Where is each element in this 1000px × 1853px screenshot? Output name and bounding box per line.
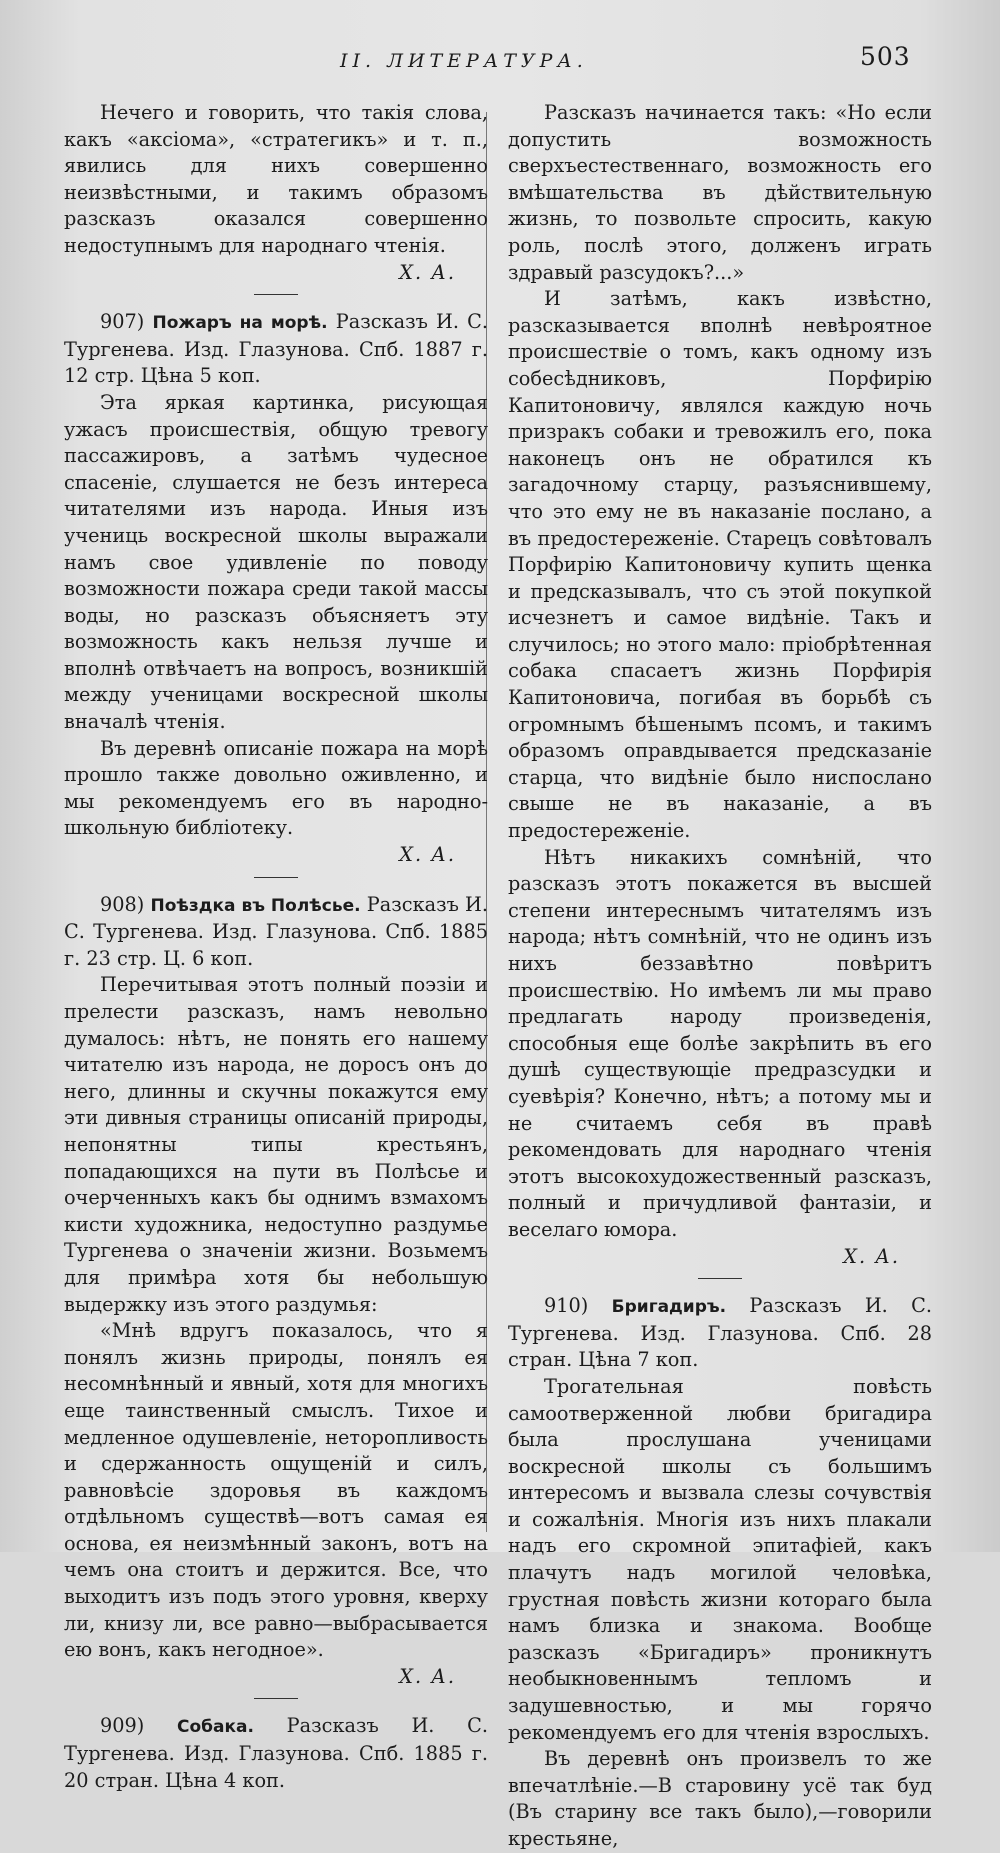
signature: Х. А. <box>843 1244 900 1268</box>
signature: Х. А. <box>399 843 456 867</box>
entry-bibliography: Разсказъ И. С. Тургенева. Изд. Глазунова. Спб. 28 стран. Цѣна 7 коп. <box>508 1294 932 1372</box>
entry-title: Пожаръ на морѣ. <box>152 313 328 334</box>
right-column <box>508 100 932 1853</box>
paragraph: Въ деревнѣ онъ произвелъ то же впечатлѣніе.—В старовину усё так буд (Въ старину все такъ было),—говорили крестьяне, <box>508 1747 932 1850</box>
entry-907 <box>64 309 488 390</box>
entry-number: 907) <box>100 310 145 334</box>
entry-bibliography: Разсказъ И. С. Тургенева. Изд. Глазунова. Спб. 1887 г. 12 стр. Цѣна 5 коп. <box>64 310 488 388</box>
entry-910 <box>508 1293 932 1374</box>
entry-bibliography: Разсказъ И. С. Тургенева. Изд. Глазунова. Спб. 1885 г. 23 стр. Ц. 6 коп. <box>64 892 488 970</box>
paragraph: Перечитывая этотъ полный поэзіи и прелести разсказъ, намъ невольно думалось: нѣтъ, не понять его нашему читателю изъ народа, не доросъ онъ до него, длинны и скучны покажутся ему эти дивныя страницы описаній природы, непонятны типы крестьянъ, попадающихся на пути въ Полѣсье и очерченныхъ какъ бы однимъ взмахомъ кисти художника, недоступно раздумье Тургенева о значеніи жизни. Возьмемъ для примѣра хотя бы небольшую выдержку изъ этого раздумья: <box>64 973 488 1316</box>
entry-number: 909) <box>100 1714 145 1738</box>
paragraph: И затѣмъ, какъ извѣстно, разсказывается вполнѣ невѣроятное происшествіе о томъ, какъ одному изъ собесѣдниковъ, Порфирію Капитоновичу, являлся каждую ночь призракъ собаки и тревожилъ его, пока наконецъ онъ не обратился къ загадочному старцу, разъяснившему, что это ему не въ наказаніе послано, а въ предостереженіе. Старецъ совѣтовалъ Порфирію Капитоновичу купить щенка и предсказывалъ, что съ этой покупкой исчезнетъ и самое видѣніе. Такъ и случилось; но этого мало: пріобрѣтенная собака спасаетъ жизнь Порфирія Капитоновича, погибая въ борьбѣ съ огромнымъ бѣшенымъ псомъ, и такимъ образомъ оправдывается предсказаніе старца, что видѣніе было ниспослано свыше не въ наказаніе, а въ предостереженіе. <box>508 287 932 843</box>
signature: Х. А. <box>399 1664 456 1688</box>
section-rule <box>254 877 298 878</box>
section-rule <box>254 1698 298 1699</box>
section-rule <box>698 1278 742 1279</box>
entry-number: 908) <box>100 892 145 916</box>
paragraph: Нечего и говорить, что такія слова, какъ «аксіома», «стратегикъ» и т. п., явились для нихъ совершенно неизвѣстными, и такимъ образомъ разсказъ оказался совершенно недоступнымъ для народнаго чтенія. <box>64 101 488 257</box>
page-header <box>0 40 1000 80</box>
paragraph: Эта яркая картинка, рисующая ужасъ происшествія, общую тревогу пассажировъ, а затѣмъ чудесное спасеніе, слушается не безъ интереса читателями изъ народа. Иныя изъ учениць воскресной школы выражали намъ свое удивленіе по поводу возможности пожара среди такой массы воды, но разсказъ объясняетъ эту возможность какъ нельзя лучше и вполнѣ отвѣчаетъ на вопросъ, возникшій между ученицами воскресной школы вначалѣ чтенія. <box>64 390 488 734</box>
entry-title: Бригадиръ. <box>611 1297 727 1318</box>
left-column <box>64 100 488 1794</box>
entry-908 <box>64 892 488 973</box>
signature: Х. А. <box>399 260 456 284</box>
quotation: «Мнѣ вдругъ показалось, что я понялъ жизнь природы, понялъ ея несомнѣнный и явный, хотя для многихъ еще таинственный смыслъ. Тихое и медленное одушевленіе, неторопливость и сдержанность ощущеній и силъ, равновѣсіе здоровья въ каждомъ отдѣльномъ существѣ—вотъ самая ея основа, ея неизмѣнный законъ, вотъ на чемъ она стоитъ и держится. Все, что выходитъ изъ подъ этого уровня, кверху ли, книзу ли, все равно—выбрасывается ею вонъ, какъ негодное». <box>64 1319 488 1662</box>
running-title: II. ЛИТЕРАТУРА. <box>340 50 588 72</box>
entry-number: 910) <box>544 1294 589 1318</box>
entry-title: Поѣздка въ Полѣсье. <box>150 895 361 916</box>
entry-title: Собака. <box>177 1717 254 1738</box>
entry-bibliography: Разсказъ И. С. Тургенева. Изд. Глазунова. Спб. 1885 г. 20 стран. Цѣна 4 коп. <box>64 1714 488 1792</box>
entry-909 <box>64 1713 488 1794</box>
paragraph: Разсказъ начинается такъ: «Но если допустить возможность сверхъестественнаго, возможность его вмѣшательства въ дѣйствительную жизнь, то позвольте спросить, какую роль, послѣ этого, долженъ играть здравый разсудокъ?...» <box>508 101 932 284</box>
paragraph: Нѣтъ никакихъ сомнѣній, что разсказъ этотъ покажется въ высшей степени интереснымъ читателямъ изъ народа; нѣтъ сомнѣній, что не одинъ изъ нихъ беззавѣтно повѣритъ происшествію. Но имѣемъ ли мы право предлагать народу произведенія, способныя еще болѣе закрѣпить въ его душѣ существующіе предразсудки и суевѣрія? Конечно, нѣтъ; а потому мы и не считаемъ себя въ правѣ рекомендовать для народнаго чтенія этотъ высокохудожественный разсказъ, полный и причудливой фантазіи, и веселаго юмора. <box>508 845 932 1241</box>
paragraph: Трогательная повѣсть самоотверженной любви бригадира была прослушана ученицами воскресной школы съ большимъ интересомъ и вызвала слезы сочувствія и сожалѣнія. Многія изъ нихъ плакали надъ его скромной эпитафіей, какъ плачутъ надъ могилой человѣка, грустная повѣсть жизни котораго была намъ близка и знакома. Вообще разсказъ «Бригадиръ» проникнутъ необыкновеннымъ тепломъ и задушевностью, и мы горячо рекомендуемъ его для чтенія взрослыхъ. <box>508 1374 932 1744</box>
paragraph: Въ деревнѣ описаніе пожара на морѣ прошло также довольно оживленно, и мы рекомендуемъ его въ народно-школьную библіотеку. <box>64 736 488 840</box>
page-number: 503 <box>860 42 911 71</box>
section-rule <box>254 294 298 295</box>
